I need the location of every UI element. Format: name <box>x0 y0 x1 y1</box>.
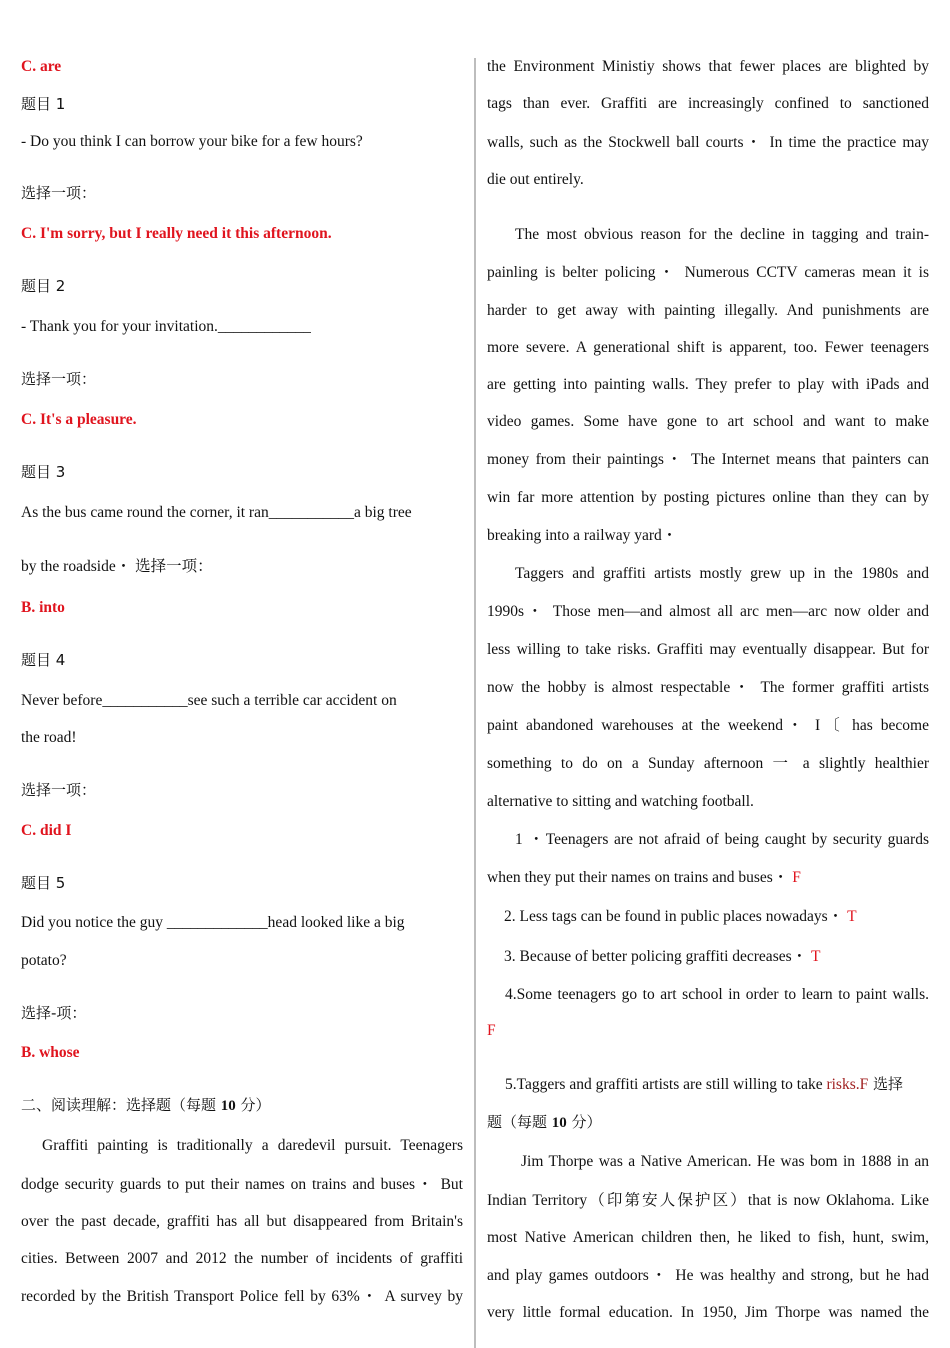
question-5-stem-line2: potato? <box>21 952 67 969</box>
passage-line: painling is belter policing・ Numerous CCTV cameras mean it is <box>487 264 929 281</box>
statement-3: 3. Because of better policing graffiti decreases・ T <box>504 948 821 965</box>
statement-1-answer: F <box>792 869 801 886</box>
passage-line: very little formal education. In 1950, Jim Thorpe was named the <box>487 1304 929 1321</box>
passage-line: money from their paintings・ The Internet means that painters can <box>487 451 929 468</box>
column-divider <box>474 58 476 1348</box>
statement-5-answer: risks.F <box>826 1076 869 1093</box>
passage-line: die out entirely. <box>487 171 584 188</box>
passage-line: The most obvious reason for the decline in tagging and train- <box>515 226 929 243</box>
statement-5: 5.Taggers and graffiti artists are still willing to take risks.F 选择 <box>505 1075 904 1093</box>
passage-line: recorded by the British Transport Police fell by 63%・ A survey by <box>21 1288 463 1305</box>
passage-line: and play games outdoors・ He was healthy and strong, but he had <box>487 1267 929 1284</box>
passage-line: win far more attention by posting pictures online than they can by <box>487 489 929 506</box>
question-3-answer: B. into <box>21 599 65 616</box>
passage-line: are getting into painting walls. They prefer to play with iPads and <box>487 376 929 393</box>
question-4-stem-line1: Never before___________see such a terrible car accident on <box>21 692 397 709</box>
passage-line: now the hobby is almost respectable・ The former graffiti artists <box>487 679 929 696</box>
passage-line: tags than ever. Graffiti are increasingly confined to sanctioned <box>487 95 929 112</box>
statement-1: 1 ・Teenagers are not afraid of being caught by security guards <box>515 831 929 848</box>
question-1-label: 题目 1 <box>21 95 66 113</box>
question-5-answer: B. whose <box>21 1044 80 1061</box>
question-4-answer: C. did I <box>21 822 72 839</box>
question-1-answer: C. I'm sorry, but I really need it this afternoon. <box>21 225 332 242</box>
passage-line: Indian Territory（印第安人保护区）that is now Oklahoma. Like <box>487 1192 929 1209</box>
question-4-label: 题目 4 <box>21 651 66 669</box>
section-heading-reading: 二、阅读理解：选择题（每题 10 分） <box>21 1096 271 1114</box>
passage-line: Jim Thorpe was a Native American. He was bom in 1888 in an <box>521 1153 929 1170</box>
answer-previous: C. are <box>21 58 62 75</box>
question-5-label: 题目 5 <box>21 874 66 892</box>
question-2-answer: C. It's a pleasure. <box>21 411 137 428</box>
question-4-choose: 选择一项： <box>21 781 97 799</box>
question-2-stem: - Thank you for your invitation.____________ <box>21 318 311 335</box>
statement-1-continued: when they put their names on trains and buses・ F <box>487 869 801 886</box>
question-5-choose: 选择-项： <box>21 1004 87 1022</box>
question-3-stem-line2: by the roadside・ 选择一项： <box>21 558 213 575</box>
section-heading-choice: 题（每题 10 分） <box>487 1113 602 1131</box>
statement-4: 4.Some teenagers go to art school in order to learn to paint walls. <box>505 986 929 1003</box>
passage-line: paint abandoned warehouses at the weekend・ I〔 has become <box>487 717 929 734</box>
passage-line: cities. Between 2007 and 2012 the number of incidents of graffiti <box>21 1250 463 1267</box>
statement-2-answer: T <box>847 908 857 925</box>
passage-line: Taggers and graffiti artists mostly grew up in the 1980s and <box>515 565 929 582</box>
passage-line: dodge security guards to put their names on trains and buses・ But <box>21 1176 463 1193</box>
passage-line: the Environment Ministiy shows that fewer places are blighted by <box>487 58 929 75</box>
statement-4-answer: F <box>487 1022 496 1039</box>
question-1-stem: - Do you think I can borrow your bike for a few hours? <box>21 133 363 150</box>
passage-line: walls, such as the Stockwell ball courts・ In time the practice may <box>487 134 929 151</box>
passage-line: alternative to sitting and watching football. <box>487 793 754 810</box>
question-1-choose: 选择一项： <box>21 184 97 202</box>
question-4-stem-line2: the road! <box>21 729 77 746</box>
passage-line: video games. Some have gone to art school and want to make <box>487 413 929 430</box>
passage-line: Graffiti painting is traditionally a daredevil pursuit. Teenagers <box>42 1137 463 1154</box>
passage-line: harder to get away with painting illegally. And punishments are <box>487 302 929 319</box>
passage-line: most Native American children then, he liked to fish, hunt, swim, <box>487 1229 929 1246</box>
statement-3-answer: T <box>811 948 821 965</box>
passage-line: something to do on a Sunday afternoon 一 a slightly healthier <box>487 755 929 772</box>
question-2-label: 题目 2 <box>21 277 66 295</box>
passage-line: more severe. A generational shift is apparent, too. Fewer teenagers <box>487 339 929 356</box>
question-5-stem-line1: Did you notice the guy _____________head looked like a big <box>21 914 405 931</box>
statement-2: 2. Less tags can be found in public places nowadays・ T <box>504 908 857 925</box>
passage-line: 1990s・ Those men—and almost all arc men—arc now older and <box>487 603 929 620</box>
question-2-choose: 选择一项： <box>21 370 97 388</box>
passage-line: over the past decade, graffiti has all but disappeared from Britain's <box>21 1213 463 1230</box>
question-3-label: 题目 3 <box>21 463 66 481</box>
passage-line: less willing to take risks. Graffiti may eventually disappear. But for <box>487 641 929 658</box>
question-3-stem-line1: As the bus came round the corner, it ran___________a big tree <box>21 504 412 521</box>
passage-line: breaking into a railway yard・ <box>487 527 678 544</box>
